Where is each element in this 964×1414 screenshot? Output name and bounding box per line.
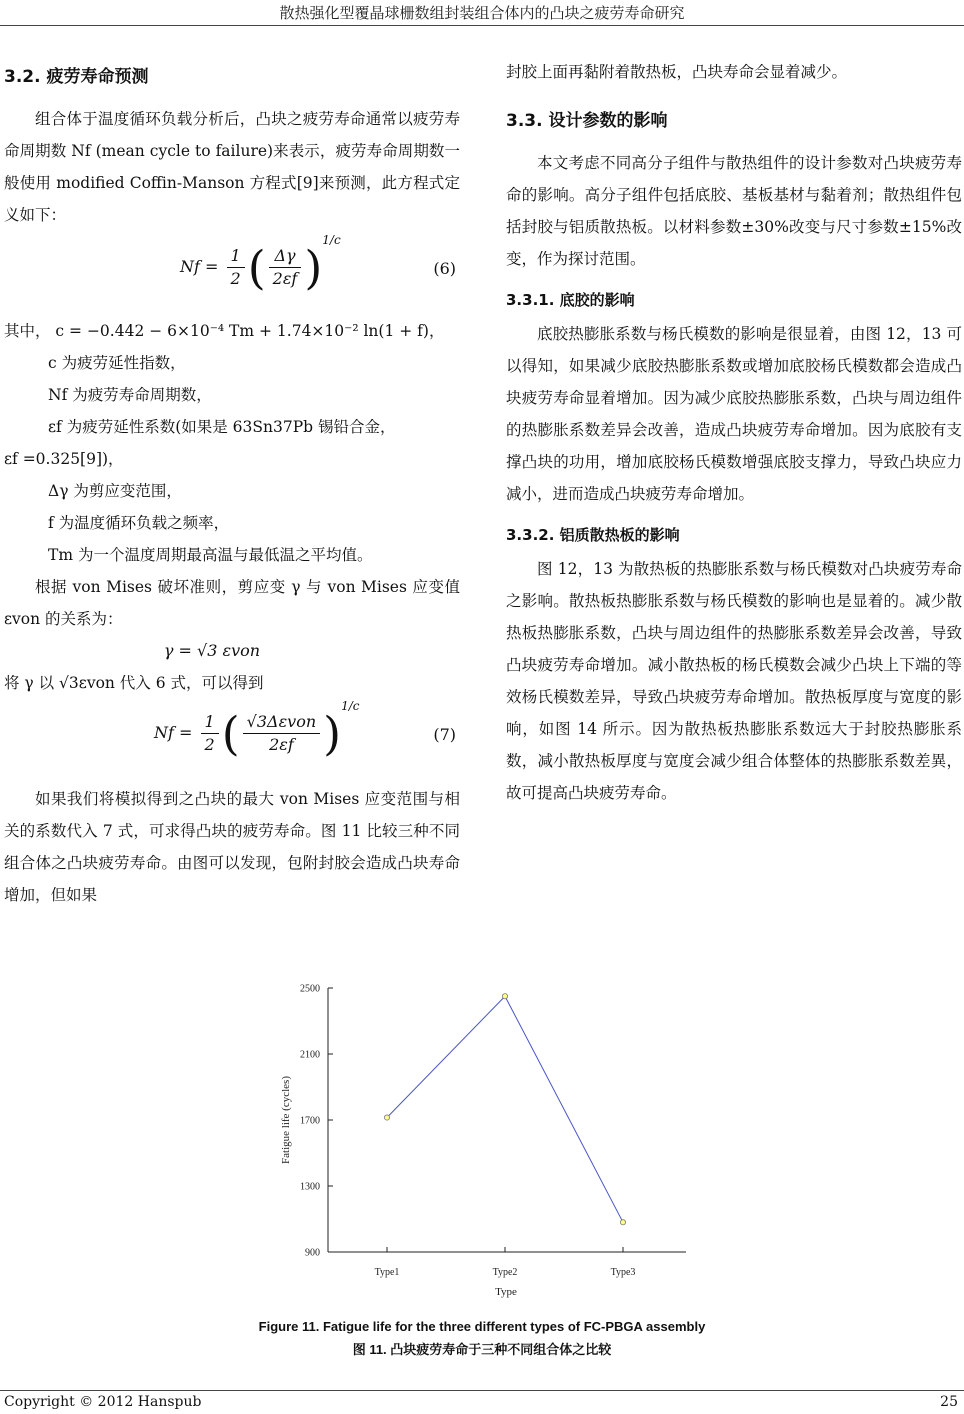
eq7-number: (7) (433, 725, 456, 744)
eq7-lhs: Nf = (154, 723, 193, 742)
data-point (620, 1220, 625, 1225)
eq7-inner (243, 711, 321, 756)
x-tick-label: Type3 (610, 1267, 636, 1278)
y-tick-label: 900 (305, 1247, 320, 1259)
eq7-half-num: 1 (201, 711, 219, 734)
chart-ticks (300, 984, 635, 1279)
paragraph-conclusion: 如果我们将模拟得到之凸块的最大 von Mises 应变范围与相关的系数代入 7 式，可求得凸块的疲劳寿命。图 11 比较三种不同组合体之凸块疲劳寿命。由图可以发现，包附封胶会造成凸块寿命增加，但如果 (4, 790, 460, 904)
chart-series (384, 994, 625, 1225)
paragraph-heat-spreader: 图 12，13 为散热板的热膨胀系数与杨氏模数对凸块疲劳寿命之影响。散热板热膨胀系数与杨氏模数的影响也是显着的。减少散热板热膨胀系数，凸块与周边组件的热膨胀系数差异会改善，导致凸块疲劳寿命增加。减小散热板的杨氏模数会减少凸块上下端的等效杨氏模数差异，导致凸块疲劳寿命增加。散热板厚度与宽度的影响，如图 14 所示。因为散热板热膨胀系数远大于封胶热膨胀系数，减小散热板厚度与宽度会减少组合体整体的热膨胀系数差異，故可提高凸块疲劳寿命。 (506, 560, 962, 802)
eq6-half-num: 1 (227, 245, 245, 268)
figure-11 (0, 975, 964, 1375)
y-tick-label: 2500 (300, 983, 320, 995)
y-tick-label: 1300 (300, 1181, 320, 1193)
paragraph-substitute: 将 γ 以 √3εvon 代入 6 式，可以得到 (4, 674, 264, 692)
eq7-inner-den: 2εf (269, 735, 294, 754)
subsection-title-3-3-1: 3.3.1. 底胶的影响 (506, 291, 635, 309)
y-tick-label: 2100 (300, 1049, 320, 1061)
paragraph-underfill: 底胶热膨胀系数与杨氏模数的影响是很显着，由图 12，13 可以得知，如果减少底胶热膨胀系数或增加底胶杨氏模数都会造成凸块疲劳寿命显着增加。因为减少底胶热膨胀系数，凸块与周边组件的热膨胀系数差异会改善，造成凸块疲劳寿命增加。因为底胶有支撑凸块的功用，增加底胶杨氏模数增强底胶支撑力，导致凸块应力减小，进而造成凸块疲劳寿命增加。 (506, 325, 962, 503)
def-tm: Tm 为一个温度周期最高温与最低温之平均值。 (48, 546, 373, 564)
data-point (502, 994, 507, 999)
def-c: c 为疲劳延性指数， (48, 354, 186, 372)
section-title-3-2: 3.2. 疲劳寿命预测 (4, 67, 149, 87)
paragraph-design-params: 本文考虑不同高分子组件与散热组件的设计参数对凸块疲劳寿命的影响。高分子组件包括底胶、基板基材与黏着剂；散热组件包括封胶与铝质散热板。以材料参数±30%改变与尺寸参数±15%改变，作为探讨范围。 (506, 154, 962, 268)
eq6-inner-num: Δγ (269, 245, 302, 268)
footer-copyright: Copyright © 2012 Hanspub (4, 1394, 202, 1410)
where-line: 其中， c = −0.442 − 6×10⁻⁴ Tm + 1.74×10⁻² ln(1 + f)， (4, 322, 445, 340)
section-title-3-3: 3.3. 设计参数的影响 (506, 111, 668, 131)
eq7-inner-num: √3Δεvon (243, 711, 321, 734)
figure-caption-en: Figure 11. Fatigue life for the three different types of FC-PBGA assembly (258, 1319, 706, 1334)
def-dgamma: Δγ 为剪应变范围， (48, 482, 182, 500)
subsection-title-3-3-2: 3.3.2. 铝质散热板的影响 (506, 526, 680, 544)
paragraph-continued: 封胶上面再黏附着散热板，凸块寿命会显着减少。 (506, 63, 848, 81)
header-rule (0, 25, 964, 26)
eq7-exponent: 1/c (341, 698, 360, 713)
paragraph-fatigue-intro: 组合体于温度循环负载分析后，凸块之疲劳寿命通常以疲劳寿命周期数 Nf (mean cycle to failure)来表示，疲劳寿命周期数一般使用 modified Coffin-Manson 方程式[9]来预测，此方程式定义如下： (4, 110, 460, 224)
left-column (4, 52, 460, 911)
y-tick-label: 1700 (300, 1115, 320, 1127)
eq7-half-den: 2 (204, 735, 215, 754)
equation-6: Nf = $\frac{1}{2}$ ( $\frac{\Delta\gamma}{2\varepsilon f}$ )$^{1/c}$ (6) (180, 232, 456, 295)
def-ef: εf 为疲劳延性系数(如果是 63Sn37Pb 锡铅合金， (48, 418, 396, 436)
x-tick-label: Type2 (492, 1267, 518, 1278)
eq6-exponent: 1/c (322, 232, 341, 247)
eq6-lhs: Nf = (180, 257, 219, 276)
footer-page-number: 25 (940, 1394, 958, 1410)
running-header: 散热强化型覆晶球栅数组封装组合体内的凸块之疲劳寿命研究 (279, 4, 685, 22)
def-ef-cont: εf =0.325[9])， (4, 450, 124, 468)
eq7-half (201, 711, 219, 756)
series-line (387, 996, 623, 1222)
x-tick-label: Type1 (374, 1267, 400, 1278)
def-nf: Nf 为疲劳寿命周期数， (48, 386, 212, 404)
right-column (506, 52, 962, 809)
eq6-inner-den: 2εf (272, 269, 298, 288)
equation-7: Nf = $\frac{1}{2}$ ( $\frac{\text{√3Δεvon}}{2\varepsilon f}$ )$^{1/c}$ (7) (154, 698, 456, 761)
y-axis-label: Fatigue life (cycles) (280, 1076, 292, 1164)
chart-axes (328, 988, 686, 1252)
eq6-inner (269, 245, 302, 290)
eq6-half-den: 2 (230, 269, 241, 288)
fatigue-life-chart (0, 975, 964, 1315)
data-point (384, 1115, 389, 1120)
paragraph-von-mises: 根据 von Mises 破坏准则，剪应变 γ 与 von Mises 应变值 εvon 的关系为： (4, 578, 460, 628)
def-f: f 为温度循环负载之频率， (48, 514, 230, 532)
footer-rule (0, 1390, 964, 1391)
eq6-number: (6) (433, 259, 456, 278)
x-axis-label: Type (495, 1286, 517, 1298)
figure-caption-zh: 图 11. 凸块疲劳寿命于三种不同组合体之比较 (352, 1342, 612, 1357)
equation-gamma: γ = √3 εvon (163, 641, 261, 660)
eq6-half (227, 245, 245, 290)
